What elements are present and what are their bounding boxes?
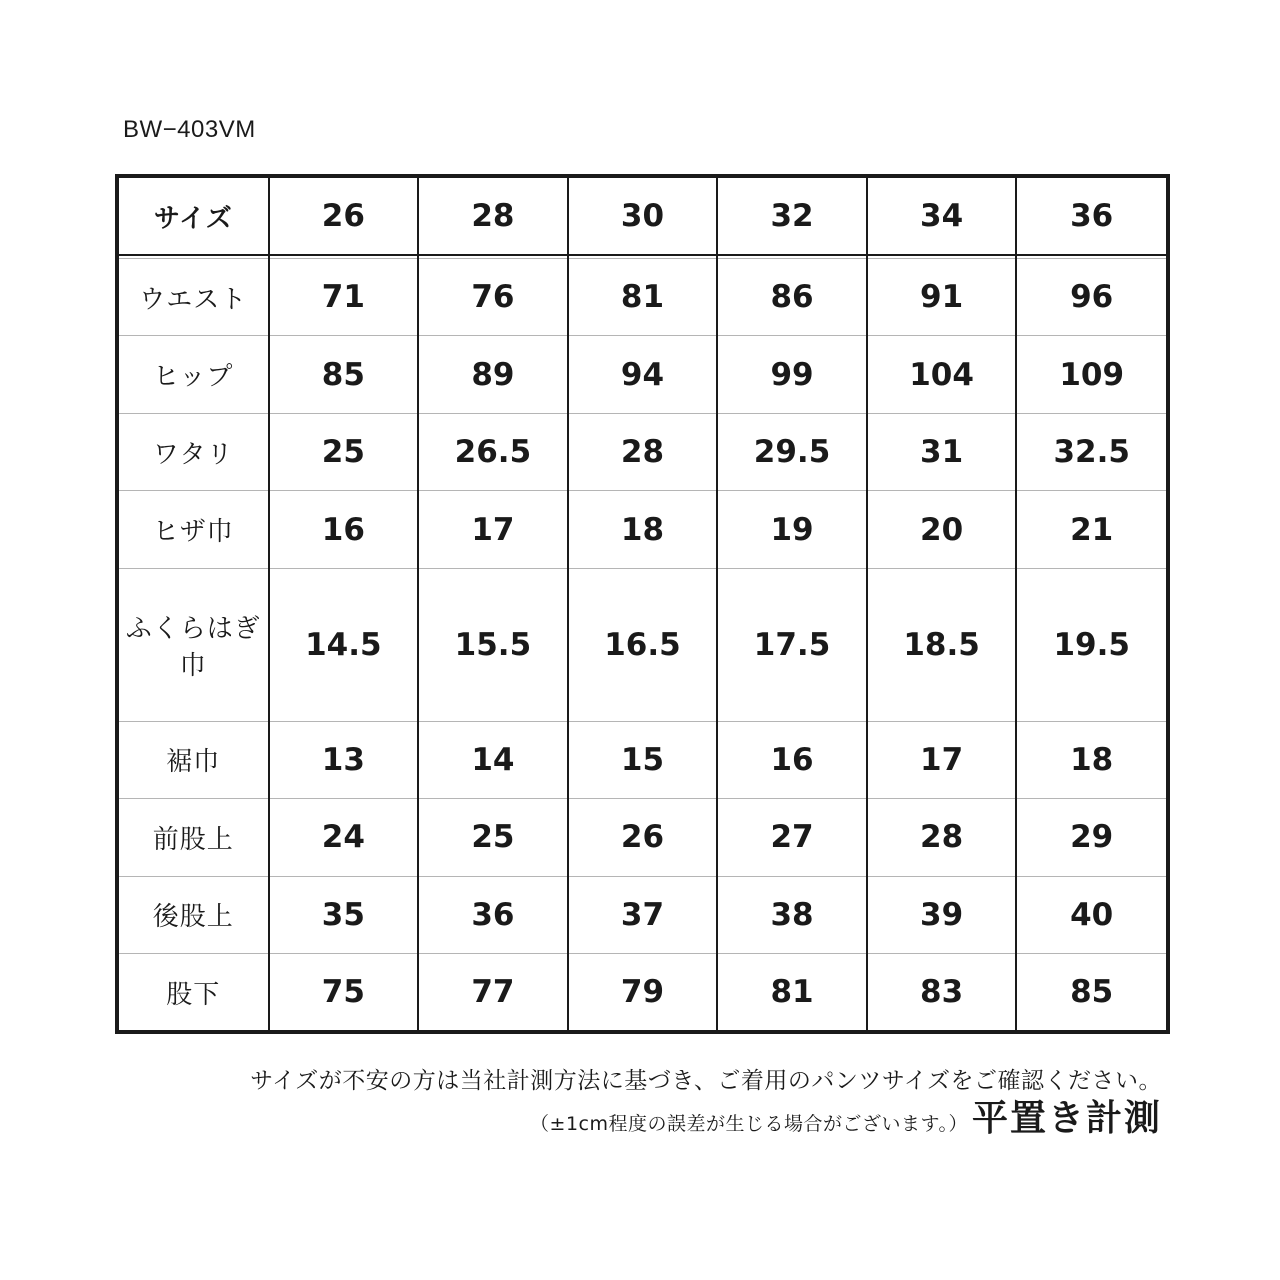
measurement-value: 20 bbox=[867, 491, 1017, 568]
measurement-value: 18 bbox=[568, 491, 718, 568]
measurement-label: ウエスト bbox=[119, 259, 269, 336]
measurement-value: 15 bbox=[568, 721, 718, 798]
measurement-value: 17.5 bbox=[717, 568, 867, 721]
measurement-value: 83 bbox=[867, 954, 1017, 1030]
measurement-value: 38 bbox=[717, 876, 867, 953]
measurement-value: 14.5 bbox=[269, 568, 419, 721]
tolerance-note-line bbox=[530, 1090, 1162, 1141]
measurement-label: ヒザ巾 bbox=[119, 491, 269, 568]
tolerance-note: （±1cm程度の誤差が生じる場合がございます。） bbox=[530, 1113, 968, 1135]
measurement-value: 40 bbox=[1016, 876, 1166, 953]
measurement-value: 89 bbox=[418, 336, 568, 413]
measurement-value: 18.5 bbox=[867, 568, 1017, 721]
measurement-value: 27 bbox=[717, 799, 867, 876]
measurement-value: 94 bbox=[568, 336, 718, 413]
size-header-cell: 26 bbox=[269, 178, 419, 255]
table-row bbox=[119, 721, 1166, 798]
measurement-value: 109 bbox=[1016, 336, 1166, 413]
measurement-value: 24 bbox=[269, 799, 419, 876]
measurement-value: 25 bbox=[269, 413, 419, 490]
measurement-value: 91 bbox=[867, 259, 1017, 336]
measurement-label: 後股上 bbox=[119, 876, 269, 953]
measurement-value: 36 bbox=[418, 876, 568, 953]
measurement-value: 86 bbox=[717, 259, 867, 336]
measurement-value: 35 bbox=[269, 876, 419, 953]
measurement-label: 裾巾 bbox=[119, 721, 269, 798]
measurement-label: ヒップ bbox=[119, 336, 269, 413]
measurement-value: 17 bbox=[418, 491, 568, 568]
measurement-value: 29 bbox=[1016, 799, 1166, 876]
table-row bbox=[119, 799, 1166, 876]
measurement-value: 37 bbox=[568, 876, 718, 953]
measurement-value: 21 bbox=[1016, 491, 1166, 568]
measurement-value: 99 bbox=[717, 336, 867, 413]
measurement-value: 16 bbox=[269, 491, 419, 568]
measurement-value: 17 bbox=[867, 721, 1017, 798]
measurement-value: 16.5 bbox=[568, 568, 718, 721]
measurement-value: 29.5 bbox=[717, 413, 867, 490]
size-header-label: サイズ bbox=[119, 178, 269, 255]
measurement-value: 32.5 bbox=[1016, 413, 1166, 490]
measurement-value: 18 bbox=[1016, 721, 1166, 798]
size-header-cell: 36 bbox=[1016, 178, 1166, 255]
measurement-value: 77 bbox=[418, 954, 568, 1030]
size-header-cell: 30 bbox=[568, 178, 718, 255]
measurement-value: 26 bbox=[568, 799, 718, 876]
measurement-label: ふくらはぎ巾 bbox=[119, 568, 269, 721]
measurement-value: 85 bbox=[269, 336, 419, 413]
measurement-value: 81 bbox=[717, 954, 867, 1030]
measurement-value: 85 bbox=[1016, 954, 1166, 1030]
size-chart bbox=[115, 174, 1170, 1034]
header-row bbox=[119, 178, 1166, 255]
measurement-value: 14 bbox=[418, 721, 568, 798]
measurement-value: 19.5 bbox=[1016, 568, 1166, 721]
measurement-value: 76 bbox=[418, 259, 568, 336]
measurement-value: 75 bbox=[269, 954, 419, 1030]
measurement-value: 96 bbox=[1016, 259, 1166, 336]
measurement-value: 31 bbox=[867, 413, 1017, 490]
table-row bbox=[119, 336, 1166, 413]
size-header-cell: 32 bbox=[717, 178, 867, 255]
table-row bbox=[119, 259, 1166, 336]
table-row bbox=[119, 876, 1166, 953]
measurement-value: 81 bbox=[568, 259, 718, 336]
measurement-label: ワタリ bbox=[119, 413, 269, 490]
size-note: サイズが不安の方は当社計測方法に基づき、ご着用のパンツサイズをご確認ください。 bbox=[250, 1068, 1162, 1094]
table-row bbox=[119, 954, 1166, 1030]
measurement-value: 15.5 bbox=[418, 568, 568, 721]
measurement-value: 104 bbox=[867, 336, 1017, 413]
measurement-value: 13 bbox=[269, 721, 419, 798]
measurement-value: 16 bbox=[717, 721, 867, 798]
table-row bbox=[119, 491, 1166, 568]
size-table bbox=[119, 178, 1166, 1030]
size-header-cell: 34 bbox=[867, 178, 1017, 255]
measurement-label: 股下 bbox=[119, 954, 269, 1030]
measurement-value: 19 bbox=[717, 491, 867, 568]
model-number: BW−403VM bbox=[123, 116, 256, 143]
measurement-value: 39 bbox=[867, 876, 1017, 953]
measurement-method: 平置き計測 bbox=[971, 1098, 1162, 1139]
measurement-value: 71 bbox=[269, 259, 419, 336]
table-row bbox=[119, 413, 1166, 490]
measurement-value: 28 bbox=[867, 799, 1017, 876]
measurement-value: 25 bbox=[418, 799, 568, 876]
measurement-label: 前股上 bbox=[119, 799, 269, 876]
measurement-value: 79 bbox=[568, 954, 718, 1030]
measurement-value: 28 bbox=[568, 413, 718, 490]
size-header-cell: 28 bbox=[418, 178, 568, 255]
table-row bbox=[119, 568, 1166, 721]
measurement-value: 26.5 bbox=[418, 413, 568, 490]
